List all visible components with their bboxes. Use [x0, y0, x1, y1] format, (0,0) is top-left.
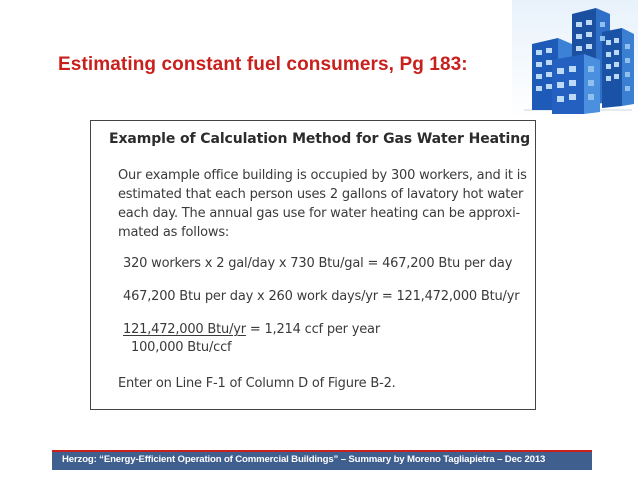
- intro-line: estimated that each person uses 2 gallons of lavatory hot water: [118, 187, 524, 202]
- calc-line-daily-use: 320 workers x 2 gal/day x 730 Btu/gal = 467,200 Btu per day: [123, 256, 513, 271]
- example-intro: [118, 166, 527, 242]
- footer-citation: Herzog: “Energy-Efficient Operation of Commercial Buildings” – Summary by Moreno Tagliapietra – Dec 2013: [62, 454, 546, 465]
- intro-line: Our example office building is occupied by 300 workers, and it is: [118, 168, 527, 183]
- calc-line-annual-use: 467,200 Btu per day x 260 work days/yr = 121,472,000 Btu/yr: [123, 289, 520, 304]
- intro-line: mated as follows:: [118, 225, 230, 240]
- office-buildings-icon: [512, 0, 638, 118]
- example-box: [90, 120, 536, 410]
- conversion-denominator: 100,000 Btu/ccf: [131, 340, 232, 355]
- intro-line: each day. The annual gas use for water heating can be approxi-: [118, 206, 521, 221]
- footer-bar: [52, 450, 592, 470]
- slide-title: Estimating constant fuel consumers, Pg 183:: [58, 54, 468, 75]
- conversion-result: = 1,214 ccf per year: [245, 322, 380, 337]
- calc-line-conversion: [123, 322, 380, 337]
- conversion-numerator: 121,472,000 Btu/yr: [123, 322, 246, 337]
- example-title: Example of Calculation Method for Gas Water Heating: [109, 131, 531, 147]
- entry-instruction: Enter on Line F-1 of Column D of Figure B-2.: [118, 376, 396, 391]
